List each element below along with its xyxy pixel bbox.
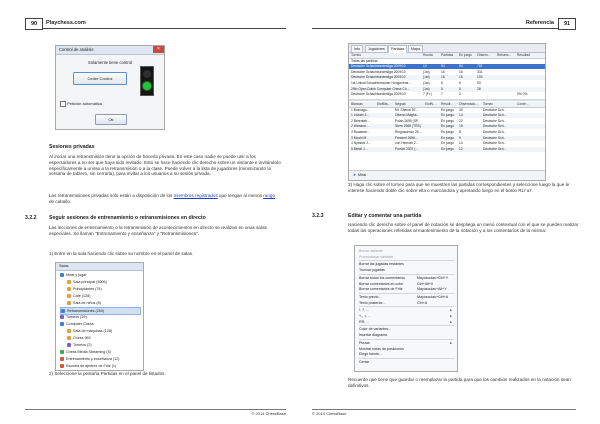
table-row[interactable] — [349, 64, 545, 69]
splitter[interactable] — [349, 99, 545, 101]
table-cell: 331 — [477, 69, 483, 74]
games-list-panel — [348, 43, 546, 181]
table-cell: 54 — [459, 64, 463, 69]
tournament-table — [349, 53, 545, 98]
table-cell: von Herman 2... — [395, 141, 419, 146]
rooms-title-bar: Salas — [56, 263, 143, 271]
menu-item-label: Cerrar — [359, 359, 370, 364]
step-3-end: . — [532, 187, 534, 193]
menu-item-label: Elegir fuente... — [359, 352, 383, 357]
room-item[interactable] — [60, 272, 141, 278]
context-menu-item[interactable] — [359, 286, 454, 292]
table-cell: Olsenn Magha... — [395, 113, 420, 118]
section-title: Seguir sesiones de entrenamiento o retransmisiones en directo — [49, 215, 206, 221]
play-icon: ► — [353, 173, 357, 177]
table-cell: (1st) — [423, 81, 430, 85]
tab-info[interactable]: Info — [351, 45, 363, 52]
table-cell: Deutsche Schachbundesliga 2009/10 — [351, 75, 406, 80]
menu-item-label: +-, =, ... — [359, 314, 372, 318]
auto-request-checkbox[interactable] — [60, 101, 66, 107]
table-cell: En juego — [441, 130, 455, 134]
table-cell: Deutsche Sch... — [483, 141, 507, 146]
menu-item-label: Truncar jugadas — [359, 268, 385, 273]
room-icon — [67, 280, 71, 284]
room-icon — [60, 322, 64, 326]
context-menu-item[interactable] — [359, 359, 454, 365]
right-page — [300, 0, 600, 424]
context-menu-item[interactable] — [359, 300, 454, 306]
close-icon[interactable]: × — [153, 46, 164, 53]
table-row[interactable] — [349, 81, 545, 86]
table-cell: 16 — [441, 75, 445, 80]
table-cell: En juego — [441, 146, 455, 151]
table-cell: Deutsche Schachbundesliga 2009/10 — [351, 92, 406, 97]
room-item[interactable] — [60, 363, 141, 369]
table-cell: En juego — [441, 118, 455, 123]
step-1: 1) Entre en la sala haciendo clic sobre su nombre en el panel de salas. — [49, 251, 194, 256]
table-cell: Deutsche Sch... — [483, 107, 507, 112]
rank-link[interactable]: rango — [263, 193, 275, 198]
menu-item-label: Borrar las jugadas restantes — [359, 262, 404, 267]
column-header[interactable]: Retrans... — [497, 53, 512, 57]
room-icon — [60, 357, 64, 361]
table-cell: 3 Moshi M... — [351, 135, 369, 140]
header-title: Playchess.com — [46, 20, 86, 26]
table-cell: 5 — [459, 86, 461, 91]
table-cell: Deutsche Sch... — [483, 124, 507, 129]
table-row[interactable] — [349, 119, 545, 124]
room-icon — [61, 309, 65, 313]
right-page-header — [312, 18, 576, 29]
right-footer: © 2014 ChessBase — [312, 409, 576, 416]
table-cell: 16 — [459, 75, 463, 80]
menu-item-label: RR, ... — [359, 319, 370, 324]
table-cell: 8 — [459, 130, 461, 134]
table-cell: 12 — [459, 146, 463, 151]
room-label: Café (128) — [73, 294, 91, 298]
table-cell: Deutsche Schachbundesliga 2009/10 — [351, 69, 406, 74]
tab-players[interactable]: Jugadores — [365, 45, 388, 52]
table-cell: 6 — [441, 81, 443, 85]
table-cell: 103 — [477, 75, 483, 80]
step-3-button-name: Mirar — [518, 188, 533, 194]
column-header[interactable]: Resultad — [517, 53, 531, 57]
context-menu-item[interactable] — [359, 319, 454, 325]
table-row[interactable] — [349, 59, 545, 64]
room-icon — [67, 287, 71, 291]
menu-item-label: Borrar comentarios de Fritz — [359, 287, 403, 292]
table-cell: 10 — [423, 64, 427, 69]
table-cell: 22 — [459, 118, 463, 123]
ok-button[interactable]: Ok — [95, 114, 127, 125]
table-cell: 14 — [459, 141, 463, 146]
room-label: Principiantes (74) — [73, 287, 102, 291]
status-light-on-icon — [143, 82, 151, 90]
table-row[interactable] — [349, 92, 545, 97]
room-item[interactable] — [67, 279, 141, 285]
menu-item-shortcut: Mayúsculas+Ctrl+A — [417, 294, 449, 299]
games-table — [349, 102, 545, 169]
room-label: Sala de máquinas (128) — [73, 329, 113, 333]
menu-item-label: Promocionar variante — [359, 254, 394, 259]
table-row[interactable] — [349, 87, 545, 92]
tab-games[interactable]: Partidas — [388, 45, 407, 53]
cede-control-button[interactable]: Ceder Control — [73, 72, 127, 85]
table-row[interactable] — [349, 124, 545, 129]
menu-item-shortcut: Mayúsculas+Alt+Y — [417, 287, 447, 292]
room-item[interactable] — [67, 335, 141, 341]
header-title: Referencia — [525, 20, 554, 26]
table-cell: Deutsche Sch... — [483, 113, 507, 118]
room-icon — [67, 329, 71, 333]
section-paragraph: Las lecciones de entrenamiento o la retransmisión de acontecimientos en directo se realizan en unas salas especiales. Se llaman "Entrenamiento y enseñanza" y "Retransmisiones". — [49, 225, 267, 236]
context-menu-item[interactable] — [359, 332, 454, 338]
column-header[interactable]: Blancas — [351, 102, 363, 106]
private-sessions-paragraph: Al iniciar una retransmisión tiene la opción de hacerla privada. En este caso nadie se puede unir a los espectadores a no ser que haya sido invitado. Esto se hace haciendo clic derecho sobre un visitante e invitándolo específicamente a unirse a la retransmisión o a la clase. Puede volver a la lista de jugadores (minimizando la ventana de tablero, sin cerrarla), para invitar a los usuarios a su sesión privada. — [49, 154, 281, 177]
column-header[interactable]: Torneo — [483, 102, 494, 106]
table-cell: 701 — [477, 64, 483, 69]
section-title: Editar y comentar una partida — [348, 213, 422, 219]
room-item[interactable] — [67, 342, 141, 348]
left-footer: © 2014 ChessBase — [25, 409, 286, 416]
analysis-control-dialog — [55, 45, 165, 130]
table-cell: 54 — [441, 64, 445, 69]
room-label: Mirar y jugar — [66, 273, 87, 277]
page-number: 90 — [25, 18, 43, 30]
column-header[interactable]: ElofBla... — [377, 102, 391, 106]
room-label: Torneos (2) — [73, 343, 92, 347]
step-3 — [348, 182, 580, 195]
section-number: 3.2.3 — [312, 213, 324, 219]
room-icon — [60, 350, 64, 354]
section-paragraph: Haciendo clic derecho sobre el panel de notación se despliega un menú contextual con el que se pueden realizar todas las operaciones referidas al mantenimiento de la notación y a los comentarios de la misma: — [348, 222, 579, 233]
menu-item-shortcut: Ctrl+Alt+0 — [417, 281, 433, 286]
table-cell: 1st Unival Schachbreauner Hoogovens... — [351, 81, 411, 85]
table-row[interactable] — [349, 130, 545, 135]
table-cell: Fresinel 2656... — [395, 135, 418, 140]
table-cell: 0% 0% — [517, 92, 528, 97]
auto-request-label: Petición automática — [67, 101, 103, 107]
table-cell: En juego — [441, 113, 455, 118]
room-label: Retransmisiones (253) — [67, 309, 105, 313]
room-item[interactable] — [60, 349, 141, 355]
menu-item-shortcut: Ctrl+A — [417, 300, 428, 305]
table-cell: 93 — [477, 81, 481, 85]
context-menu-item[interactable] — [359, 351, 454, 357]
room-item[interactable] — [60, 314, 141, 320]
menu-item-label: Texto posterior... — [359, 300, 386, 305]
column-header[interactable]: Conte... — [517, 102, 529, 106]
table-cell: Deutsche Sch... — [483, 130, 507, 134]
page-number: 91 — [558, 18, 576, 30]
menu-item-label: Borrar comentarios en color — [359, 281, 404, 286]
table-cell: Deutsche Sch... — [483, 146, 507, 151]
registered-text-2: que tengan al menos — [217, 193, 264, 198]
rooms-panel — [55, 262, 144, 371]
menu-item-shortcut: Mayúsculas+Ctrl+Y — [417, 275, 449, 280]
notation-context-menu — [354, 245, 458, 372]
step-3-text: 3) Haga clic sobre el torneo para que se muestren las partidas correspondientes y seleccione luego la que le interese haciendo doble clic sobre ella o marcándola y apretando luego en el botón — [348, 182, 570, 193]
room-label: Entrenamiento y enseñanza (12) — [66, 357, 120, 361]
room-label: Sala principal (3006) — [73, 280, 107, 284]
table-row[interactable] — [349, 147, 545, 152]
table-cell: 5 Bimdt J... — [351, 146, 368, 151]
room-item[interactable] — [60, 356, 141, 362]
private-sessions-heading: Sesiones privadas — [49, 144, 95, 150]
submenu-arrow-icon: ▸ — [450, 340, 452, 345]
submenu-arrow-icon: ▸ — [450, 314, 452, 318]
left-page-header — [25, 18, 286, 29]
table-cell: 28 — [477, 86, 481, 91]
menu-item-label: Piezas — [359, 340, 370, 345]
table-row[interactable] — [349, 141, 545, 146]
menu-item-label: Insertar diagrama — [359, 333, 388, 338]
column-header[interactable]: Result... — [441, 102, 454, 106]
room-icon — [67, 336, 71, 340]
table-cell: Deutsche Schachbundesliga 2009/10 — [351, 64, 406, 69]
table-cell: 14 — [459, 113, 463, 118]
table-cell: (1st) — [423, 69, 430, 74]
table-cell: 9 — [459, 135, 461, 140]
table-row[interactable] — [349, 108, 545, 113]
column-header[interactable]: Observ... — [477, 53, 491, 57]
table-cell: 1 Bukvago... — [351, 107, 370, 112]
step-2: 2) Seleccione la pestaña Partidas en el panel de listados. — [49, 371, 166, 376]
table-cell: 7 — [441, 92, 443, 97]
table-cell: 30 — [459, 107, 463, 112]
table-cell: 18 — [459, 124, 463, 129]
table-cell: 16 — [441, 69, 445, 74]
table-cell: 2 Berenteb... — [351, 118, 370, 123]
table-cell: En juego — [441, 135, 455, 140]
status-light — [140, 66, 154, 96]
table-cell: 2 Wimand... — [351, 124, 369, 129]
auto-request-option[interactable] — [60, 101, 102, 107]
submenu-arrow-icon: ▸ — [450, 308, 452, 313]
table-cell: Deutsche Sch... — [483, 118, 507, 123]
table-cell: 29th Open Dutch Computer Chess Ch... — [351, 86, 410, 91]
registered-members-link[interactable]: miembros registrados — [173, 193, 218, 198]
room-icon — [60, 315, 64, 319]
table-cell: (1st) — [423, 75, 430, 80]
table-cell: En juego — [441, 124, 455, 129]
table-cell: Deutsche Sch... — [483, 135, 507, 140]
table-cell: En juego — [441, 107, 455, 112]
table-cell: (1st) — [423, 86, 430, 91]
table-cell: 6 — [459, 81, 461, 85]
room-label: Sala de niños (8) — [73, 301, 101, 305]
table-row[interactable] — [349, 70, 545, 75]
dialog-message: Solamente tiene control — [88, 60, 132, 65]
table-cell: 7 (Fr.) — [423, 92, 432, 97]
dialog-title: Control de análisis — [59, 47, 94, 52]
watch-button-label: Mirar — [357, 173, 367, 177]
table-row[interactable] — [349, 75, 545, 80]
column-header[interactable]: Partidas — [441, 53, 454, 57]
table-cell: 16 — [459, 69, 463, 74]
room-label: Computer Chess — [66, 322, 94, 326]
table-cell: Todas las partidas — [351, 58, 378, 63]
table-row[interactable] — [349, 113, 545, 118]
menu-item-label: Color de variantes... — [359, 327, 392, 332]
table-cell: Mr. Shenai 2E... — [395, 107, 419, 112]
room-icon — [67, 294, 71, 298]
room-icon — [67, 343, 71, 347]
column-header[interactable]: Torneo — [351, 53, 362, 57]
table-cell: Stern 2565 (TRS) — [395, 124, 421, 129]
table-row[interactable] — [349, 136, 545, 141]
games-footer — [349, 170, 545, 180]
table-cell: 4 Nybsick J... — [351, 141, 371, 146]
registered-text-3: de caballo. — [49, 198, 72, 204]
column-header[interactable]: ElofN... — [425, 102, 436, 106]
room-icon — [60, 273, 64, 277]
context-menu-item[interactable] — [359, 267, 454, 273]
room-label: Chess 960 — [73, 336, 91, 340]
table-cell: 1 Liutain Z... — [351, 113, 370, 118]
menu-item-label: !, ?, ... — [359, 308, 369, 313]
table-cell: 2 — [459, 92, 461, 97]
room-icon — [67, 301, 71, 305]
room-item[interactable] — [67, 293, 141, 299]
menu-item-label: Texto previo... — [359, 294, 382, 299]
section-number: 3.2.2 — [25, 215, 37, 221]
column-header[interactable]: Observado... — [459, 102, 478, 106]
room-item[interactable] — [67, 300, 141, 306]
room-item[interactable] — [60, 321, 141, 327]
registered-paragraph — [49, 193, 281, 205]
menu-item-label: Borrar todos los comentarios — [359, 275, 405, 280]
watch-button[interactable] — [353, 172, 366, 179]
room-icon — [60, 364, 64, 368]
room-item[interactable] — [67, 328, 141, 334]
games-tabs — [349, 44, 545, 53]
column-header[interactable]: Negras — [395, 102, 406, 106]
table-cell: Ringossenco 25... — [395, 130, 422, 134]
context-menu-item[interactable] — [359, 254, 454, 260]
room-label: Chess Media Streaming (5) — [66, 350, 111, 354]
room-label: Escuela de ajedrez de Fritz (1) — [66, 364, 117, 368]
table-cell: 5 — [441, 86, 443, 91]
column-header[interactable]: Ronda — [423, 53, 433, 57]
registered-text-1: Las retransmisiones privadas sólo están a disposición de los — [49, 193, 174, 198]
table-cell: Polan 2695 (SP... — [395, 118, 421, 123]
status-light-off-icon — [143, 70, 151, 78]
table-cell: Prusch 2537 (... — [395, 146, 419, 151]
closing-paragraph: Recuerde que tiene que guardar o reemplazar la partida para que los cambios realizados en la notación sean definitivos. — [348, 377, 571, 388]
table-cell: En juego — [441, 141, 455, 146]
menu-item-label: Mostrar notas de posiciones — [359, 346, 404, 351]
column-header[interactable]: En juego — [459, 53, 473, 57]
table-cell: 3 Roaamer... — [351, 130, 370, 134]
tab-map[interactable]: Mapa — [408, 45, 423, 52]
submenu-arrow-icon: ▸ — [450, 319, 452, 324]
room-label: Torneos (29) — [66, 315, 87, 319]
dialog-title-bar — [56, 46, 164, 55]
menu-item-label: Borrar variante — [359, 249, 383, 253]
room-item[interactable] — [67, 286, 141, 292]
